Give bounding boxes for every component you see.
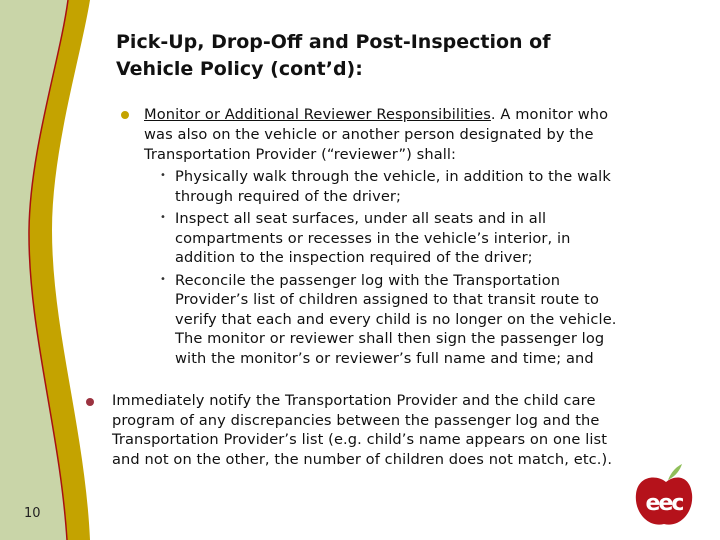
subbullet-icon: • — [160, 274, 166, 285]
slide-side-decoration — [0, 0, 120, 540]
subbullet-line: Provider’s list of children assigned to that transit route to — [175, 291, 599, 308]
bullet2-line: and not on the other, the number of children does not match, etc.). — [112, 451, 613, 468]
bullet-icon — [86, 398, 94, 406]
bullet1-text: . A monitor who — [490, 106, 609, 123]
subbullet-line: through required of the driver; — [175, 188, 402, 205]
subbullet-line: addition to the inspection required of the driver; — [175, 249, 533, 266]
eec-apple-logo — [632, 462, 696, 532]
subbullet-line: The monitor or reviewer shall then sign the passenger log — [175, 330, 605, 347]
bullet1-line — [144, 105, 608, 125]
title-line: Vehicle Policy (cont’d): — [116, 58, 363, 80]
subbullet-line: compartments or recesses in the vehicle’s interior, in — [175, 230, 571, 247]
slide-title — [116, 29, 551, 83]
subbullet-line: verify that each and every child is no longer on the vehicle. — [175, 311, 617, 328]
bullet1-heading: Monitor or Additional Reviewer Responsibilities — [144, 106, 491, 123]
subbullet-icon: • — [160, 170, 166, 181]
bullet2-line: program of any discrepancies between the passenger log and the — [112, 412, 600, 429]
bullet1-line: was also on the vehicle or another person designated by the — [144, 126, 594, 143]
bullet1-line: Transportation Provider (“reviewer”) shall: — [144, 146, 457, 163]
page-number: 10 — [24, 506, 41, 521]
bullet2-line: Immediately notify the Transportation Provider and the child care — [112, 392, 596, 409]
subbullet-line: Reconcile the passenger log with the Transportation — [175, 272, 561, 289]
svg-text:eec: eec — [645, 491, 683, 516]
title-line: Pick-Up, Drop-Off and Post-Inspection of — [116, 31, 551, 53]
bullet-icon — [121, 111, 129, 119]
bullet2-line: Transportation Provider’s list (e.g. child’s name appears on one list — [112, 431, 608, 448]
subbullet-icon: • — [160, 212, 166, 223]
subbullet-line: Physically walk through the vehicle, in addition to the walk — [175, 168, 611, 185]
subbullet-line: with the monitor’s or reviewer’s full name and time; and — [175, 350, 594, 367]
subbullet-line: Inspect all seat surfaces, under all seats and in all — [175, 210, 547, 227]
